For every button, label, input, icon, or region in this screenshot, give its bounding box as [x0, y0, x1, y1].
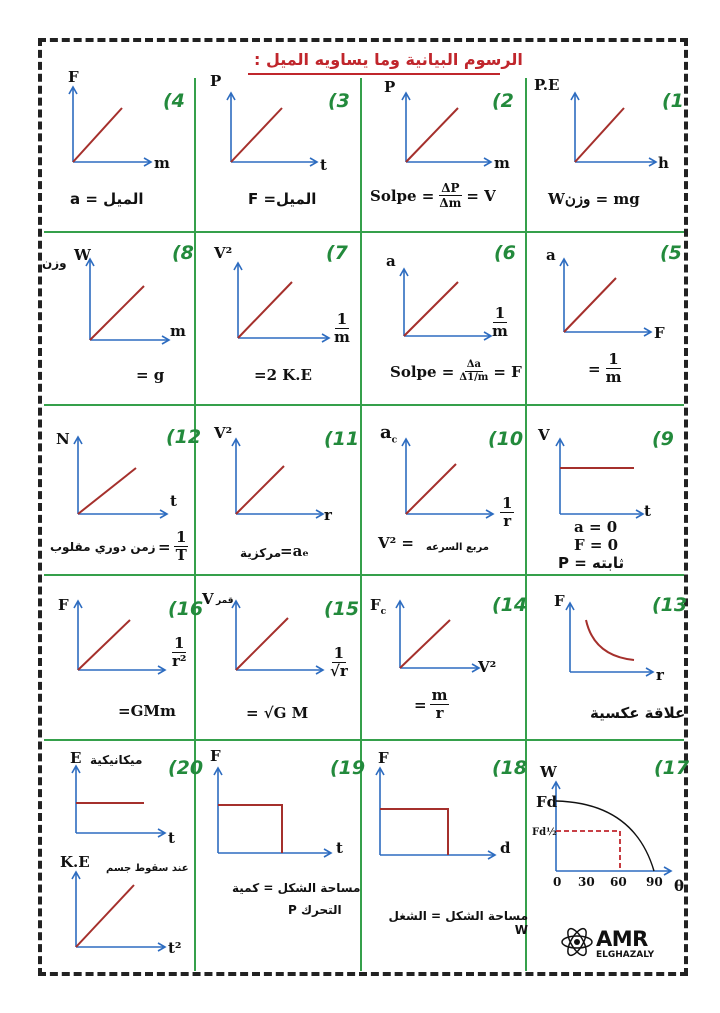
logo-sub: ELGHAZALY	[596, 950, 655, 960]
graph-number: (3	[328, 90, 350, 112]
numerator: m	[431, 686, 448, 704]
graph-number: (4	[163, 90, 185, 112]
equation-line1: a = 0	[574, 518, 618, 536]
y-label-arabic: ميكانيكية	[90, 753, 143, 767]
x-label: θ	[674, 877, 685, 895]
denominator: T	[175, 546, 187, 564]
graph-9	[530, 410, 690, 570]
graph-19	[206, 745, 366, 965]
equation: علاقة عكسية	[590, 704, 686, 722]
fd-label: Fd	[536, 793, 558, 811]
graph-number: (6	[494, 242, 516, 264]
equation-line1: مساحة الشكل = كمية	[232, 881, 361, 895]
equation-line2: التحرك P	[288, 903, 342, 917]
graph-14	[368, 580, 528, 740]
graph-number: (18	[492, 757, 528, 779]
graph-4	[50, 70, 210, 230]
numerator: 1	[333, 644, 345, 662]
numerator: 1	[608, 350, 619, 368]
grid-line	[44, 574, 684, 576]
logo	[560, 925, 660, 965]
y-label: W	[74, 246, 91, 264]
atom-icon	[560, 925, 594, 959]
equation: الميل = a	[70, 190, 144, 208]
graph-number: (14	[492, 594, 528, 616]
y-label-sub: c	[391, 435, 398, 446]
equation	[370, 182, 496, 209]
x-label: t	[320, 156, 327, 174]
equation: الميل= F	[248, 190, 317, 208]
graph-6	[368, 236, 528, 396]
graph-number: (8	[172, 242, 194, 264]
x-label: m	[154, 154, 170, 172]
y-label: F	[378, 749, 389, 767]
graph-number: (2	[492, 90, 514, 112]
y-label: a	[386, 252, 396, 270]
x-label-fraction	[328, 646, 350, 679]
equation-prefix: Solpe =	[390, 362, 455, 381]
tick-30: 30	[578, 875, 595, 889]
equation-line2: F = 0	[574, 536, 619, 554]
graph-number: (12	[166, 426, 202, 448]
y-label: P	[384, 78, 396, 96]
graph-number: (10	[488, 428, 524, 450]
graph-7	[206, 236, 366, 396]
graph-12	[50, 410, 210, 570]
x-label: F	[654, 324, 665, 342]
fraction	[174, 530, 189, 563]
equation: =GMm	[118, 702, 176, 720]
x-label: t	[168, 829, 175, 847]
equation-arabic: مركزية	[240, 546, 282, 560]
denominator: r	[503, 512, 512, 530]
y-label: P.E	[534, 76, 560, 94]
graph-2	[368, 70, 528, 230]
y-label: V²	[214, 244, 233, 262]
graph-18	[368, 745, 528, 965]
x-label: t	[170, 492, 177, 510]
page-title: الرسوم البيانية وما يساويه الميل :	[254, 50, 523, 69]
graph-number: (1	[662, 90, 684, 112]
numerator: 1	[174, 634, 185, 652]
equation-line3: ثابته = P	[558, 554, 625, 572]
graph-15	[202, 580, 366, 740]
grid-line	[44, 404, 684, 406]
graph-number: (5	[660, 242, 682, 264]
equation	[390, 360, 522, 383]
y-label: F	[210, 747, 221, 765]
graph-1	[530, 70, 690, 230]
equation-suffix: = V	[466, 186, 496, 205]
denominator: Δm	[439, 196, 462, 210]
denominator: r²	[172, 652, 187, 670]
fraction	[437, 182, 463, 209]
denominator: Δ1/m	[459, 372, 489, 383]
denominator: m	[334, 328, 350, 346]
graph-number: (7	[326, 242, 348, 264]
numerator: 1	[502, 494, 513, 512]
denominator: √r	[330, 662, 348, 680]
y-label: F	[68, 68, 79, 86]
equation	[158, 530, 189, 563]
equation: =aₑ	[280, 542, 309, 560]
denominator: r	[435, 704, 444, 722]
y-label-sub: c	[380, 607, 387, 617]
numerator: 1	[494, 304, 506, 322]
denominator: m	[605, 368, 622, 386]
x-label-fraction	[490, 306, 510, 339]
x-label: r	[324, 506, 332, 524]
equation	[588, 352, 623, 385]
y-label: N	[56, 430, 70, 448]
x-label: t	[336, 839, 343, 857]
grid-line	[44, 231, 684, 233]
x-label: V²	[478, 658, 497, 676]
graph-3	[206, 70, 366, 230]
ke-label-arabic: عند سقوط جسم	[106, 863, 189, 874]
y-label-arabic: قمر	[216, 596, 234, 606]
graph-number: (17	[654, 757, 690, 779]
numerator: Δa	[466, 359, 481, 370]
graph-number: (15	[324, 598, 360, 620]
y-label: W	[540, 763, 557, 781]
y-label-arabic: وزن	[42, 256, 67, 270]
numerator: 1	[175, 528, 187, 546]
graph-8	[42, 236, 210, 396]
y-label: V²	[214, 424, 233, 442]
x-label: d	[500, 839, 511, 857]
fraction	[457, 360, 490, 383]
x-label: m	[494, 154, 510, 172]
tick-90: 90	[646, 875, 663, 889]
y-label	[380, 422, 397, 446]
equation: = g	[136, 366, 165, 384]
graph-number: (20	[168, 757, 204, 779]
equation-prefix: Solpe =	[370, 186, 435, 205]
equation-prefix: =	[158, 537, 171, 556]
graph-number: (11	[324, 428, 360, 450]
graph-16	[50, 580, 210, 740]
logo-name: AMR	[596, 927, 648, 951]
graph-number: (9	[652, 428, 674, 450]
graph-number: (19	[330, 757, 366, 779]
equation-arabic: زمن دوري مقلوب	[50, 540, 156, 554]
x-label: m	[170, 322, 186, 340]
graph-number: (13	[652, 594, 688, 616]
x-label: t	[644, 502, 651, 520]
equation-prefix: =	[414, 695, 427, 714]
graph-11	[206, 410, 366, 570]
equation	[414, 688, 449, 721]
denominator: m	[492, 322, 508, 340]
graph-13	[530, 580, 690, 740]
x-label-2: t²	[168, 939, 182, 957]
x-label-fraction	[332, 312, 352, 345]
equation: مساحة الشكل = الشغل W	[388, 909, 528, 937]
numerator: 1	[336, 310, 348, 328]
y-label: F	[58, 596, 69, 614]
ke-label: K.E	[60, 853, 90, 871]
fraction	[430, 688, 450, 721]
numerator: ΔP	[441, 181, 460, 195]
y-label: E	[70, 749, 82, 767]
equation: W‏وزن = mg	[548, 190, 640, 208]
graph-10	[368, 410, 528, 570]
y-label: a	[546, 246, 556, 264]
y-label-main: F	[370, 596, 381, 614]
fraction	[604, 352, 624, 385]
x-label: h	[658, 154, 669, 172]
equation-arabic: مربع السرعه	[426, 542, 489, 553]
equation-suffix: = F	[493, 362, 522, 381]
x-label: r	[656, 666, 664, 684]
graph-5	[530, 236, 690, 396]
y-label: P	[210, 72, 222, 90]
equation: V² =	[378, 534, 414, 552]
x-label-fraction	[170, 636, 188, 669]
tick-60: 60	[610, 875, 627, 889]
equation: =2 K.E	[254, 366, 312, 384]
graph-number: (16	[168, 598, 204, 620]
y-label	[370, 596, 386, 617]
y-label: F	[554, 592, 565, 610]
equation-prefix: =	[588, 359, 601, 378]
x-label-fraction	[500, 496, 514, 529]
tick-0: 0	[553, 875, 562, 889]
graph-20	[50, 745, 210, 965]
equation: = √G M	[246, 704, 309, 722]
fd-half-label: Fd½	[532, 827, 557, 838]
y-label-main: a	[380, 422, 392, 443]
y-label: V	[538, 426, 550, 444]
y-label: V	[202, 590, 214, 608]
